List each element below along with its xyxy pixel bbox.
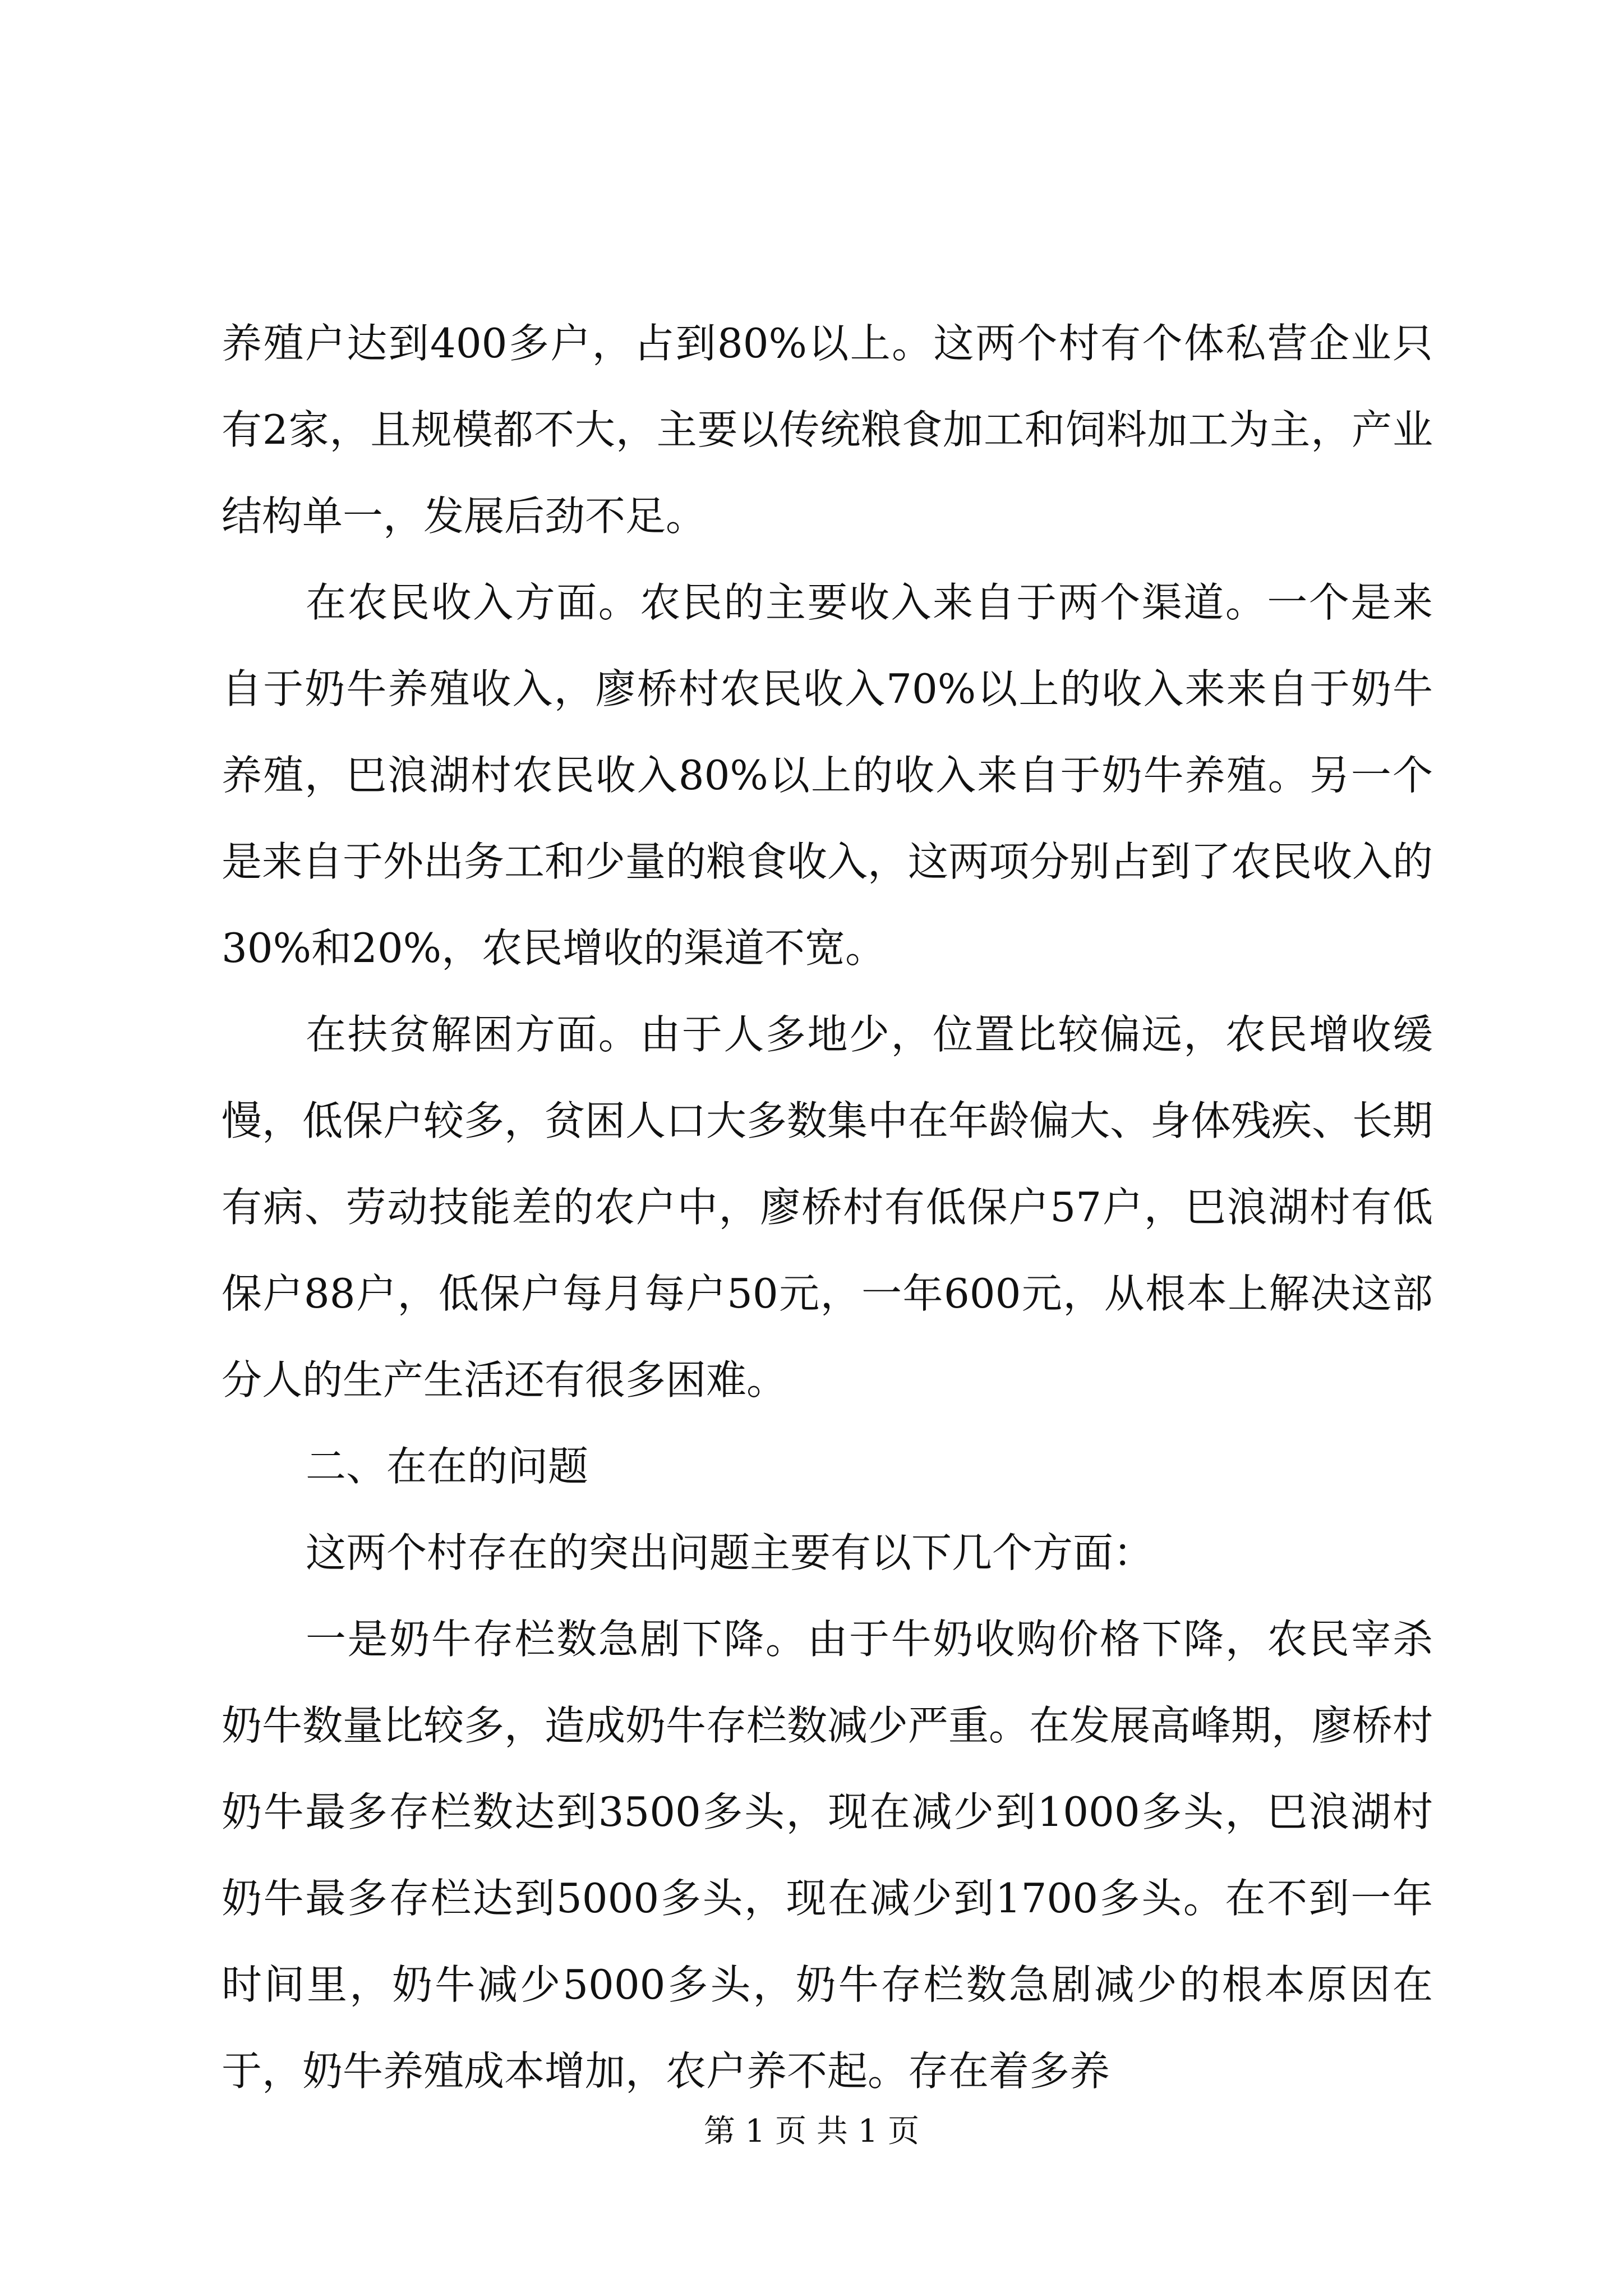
paragraph-6: 一是奶牛存栏数急剧下降。由于牛奶收购价格下降，农民宰杀奶牛数量比较多，造成奶牛存栏数减少严重。在发展高峰期，廖桥村奶牛最多存栏数达到3500多头，现在减少到1000多头，巴浪湖村奶牛最多存栏达到5000多头，现在减少到1700多头。在不到一年时间里，奶牛减少5000多头，奶牛存栏数急剧减少的根本原因在于，奶牛养殖成本增加，农户养不起。存在着多养 [222,1616,1433,2095]
paragraph-1: 养殖户达到400多户，占到80%以上。这两个村有个体私营企业只有2家，且规模都不大，主要以传统粮食加工和饲料加工为主，产业结构单一，发展后劲不足。 [222,320,1433,540]
paragraph-3: 在扶贫解困方面。由于人多地少，位置比较偏远，农民增收缓慢，低保户较多，贫困人口大多数集中在年龄偏大、身体残疾、长期有病、劳动技能差的农户中，廖桥村有低保户57户，巴浪湖村有低保户88户，低保户每月每户50元，一年600元，从根本上解决这部分人的生产生活还有很多困难。 [222,1011,1433,1404]
paragraph-2: 在农民收入方面。农民的主要收入来自于两个渠道。一个是来自于奶牛养殖收入，廖桥村农民收入70%以上的收入来来自于奶牛养殖，巴浪湖村农民收入80%以上的收入来自于奶牛养殖。另一个是来自于外出务工和少量的粮食收入，这两项分别占到了农民收入的30%和20%，农民增收的渠道不宽。 [222,579,1433,972]
page-footer: 第 1 页 共 1 页 [703,2113,920,2150]
paragraph-5: 这两个村存在的突出问题主要有以下几个方面： [306,1529,1154,1576]
document-body [222,300,1433,2114]
section-heading: 二、在在的问题 [306,1443,589,1490]
